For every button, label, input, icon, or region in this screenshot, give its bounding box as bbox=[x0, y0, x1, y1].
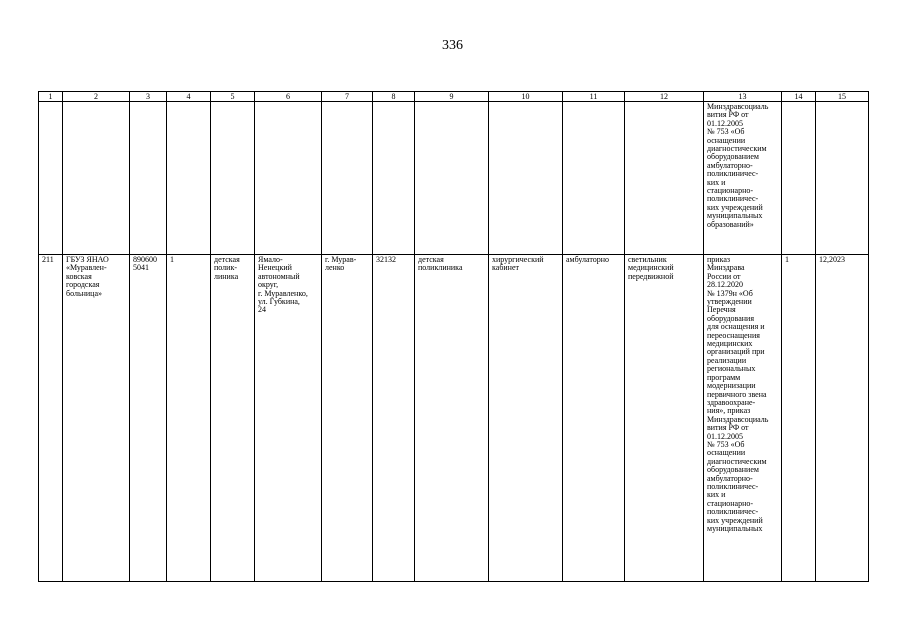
quantity: 1 bbox=[782, 255, 816, 582]
regulation-cell: приказ Минздрава России от 28.12.2020 № 1379н «Об утверждении Перечня оборудования для оснащения и переоснащения медицинских организаций при реализации региональных программ модернизации первичного звена здравоохране- ния», приказ Минздравсоциаль вития РФ от 01.12.2005 № 753 «Об оснащении диагностическим оборудованием амбулаторно- поликлиничес- ких и стационарно- поликлиничес- ких учреждений муниципальных bbox=[704, 255, 782, 582]
table-cell bbox=[39, 102, 63, 255]
page-number: 336 bbox=[442, 38, 463, 53]
date: 12,2023 bbox=[816, 255, 869, 582]
table-cell bbox=[816, 102, 869, 255]
regulation-cell: Минздравсоциаль вития РФ от 01.12.2005 № 753 «Об оснащении диагностическим оборудованием амбулаторно- поликлиничес- ких и стационарно- поликлиничес- ких учреждений муниципальных образований» bbox=[704, 102, 782, 255]
column-number: 6 bbox=[255, 92, 322, 102]
organization-name: ГБУЗ ЯНАО «Муравлен- ковская городская больница» bbox=[63, 255, 130, 582]
column-number: 11 bbox=[563, 92, 625, 102]
column-number: 7 bbox=[322, 92, 373, 102]
table-cell bbox=[415, 102, 489, 255]
table-cell bbox=[322, 102, 373, 255]
care-conditions: амбулаторно bbox=[563, 255, 625, 582]
table-cell bbox=[373, 102, 415, 255]
table-cell bbox=[489, 102, 563, 255]
cabinet: хирургический кабинет bbox=[489, 255, 563, 582]
city: г. Мурав- ленко bbox=[322, 255, 373, 582]
column-number: 12 bbox=[625, 92, 704, 102]
table-cell bbox=[625, 102, 704, 255]
column-number: 9 bbox=[415, 92, 489, 102]
table-cell bbox=[782, 102, 816, 255]
column-number: 8 bbox=[373, 92, 415, 102]
column-number: 5 bbox=[211, 92, 255, 102]
table-cell bbox=[167, 102, 211, 255]
column-number: 10 bbox=[489, 92, 563, 102]
code: 32132 bbox=[373, 255, 415, 582]
table-row bbox=[39, 255, 869, 582]
facility-type: детская полик- линика bbox=[211, 255, 255, 582]
table-cell bbox=[63, 102, 130, 255]
inn-code: 890600 5041 bbox=[130, 255, 167, 582]
column-number: 1 bbox=[39, 92, 63, 102]
subdivision: детская поликлиника bbox=[415, 255, 489, 582]
column-number: 13 bbox=[704, 92, 782, 102]
table-cell bbox=[563, 102, 625, 255]
continuation-row bbox=[39, 102, 869, 255]
table-cell bbox=[255, 102, 322, 255]
column-number: 2 bbox=[63, 92, 130, 102]
column-number: 3 bbox=[130, 92, 167, 102]
address: Ямало- Ненецкий автономный округ, г. Муравленко, ул. Губкина, 24 bbox=[255, 255, 322, 582]
column-4-value: 1 bbox=[167, 255, 211, 582]
table-cell bbox=[211, 102, 255, 255]
equipment-name: светильник медицинский передвижной bbox=[625, 255, 704, 582]
column-number: 4 bbox=[167, 92, 211, 102]
column-number: 14 bbox=[782, 92, 816, 102]
column-numbers-row bbox=[39, 92, 869, 102]
table-cell bbox=[130, 102, 167, 255]
column-number: 15 bbox=[816, 92, 869, 102]
equipment-table bbox=[38, 91, 869, 582]
row-number: 211 bbox=[39, 255, 63, 582]
